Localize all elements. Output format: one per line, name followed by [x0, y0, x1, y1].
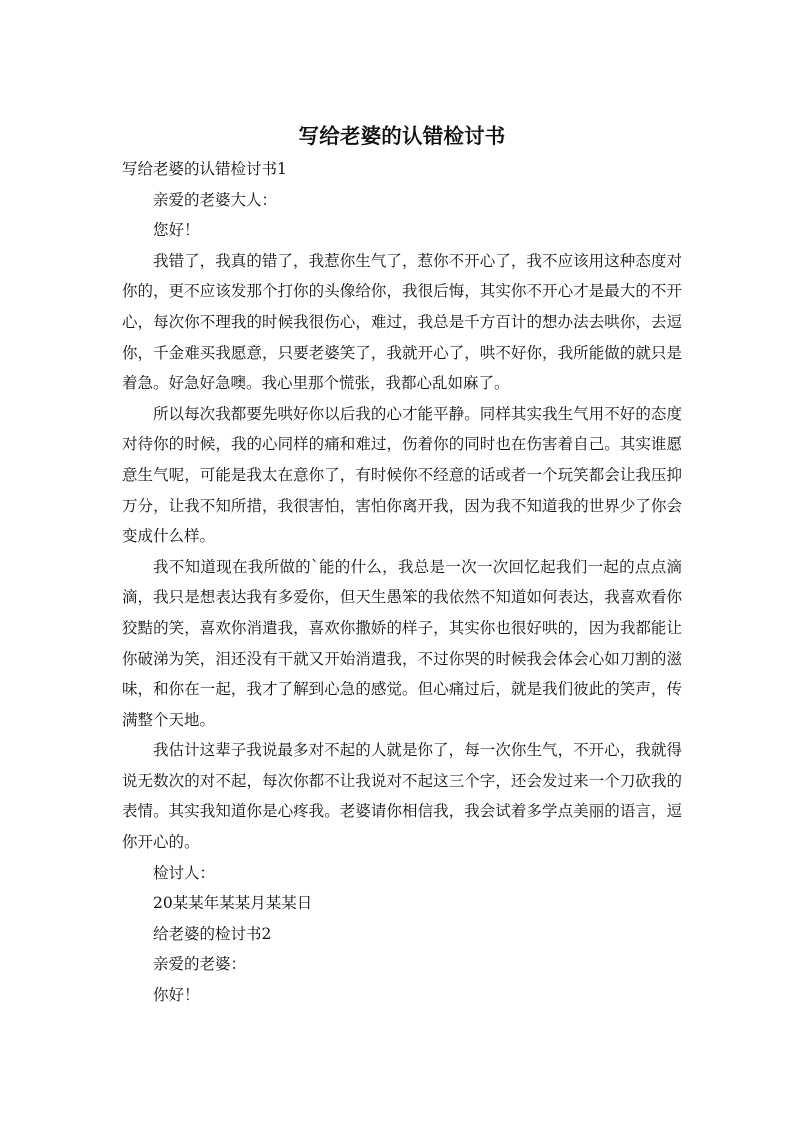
signature-label: 检讨人： — [153, 863, 216, 882]
body-paragraph-4: 我估计这辈子我说最多对不起的人就是你了，每一次你生气，不开心，我就得说无数次的对不起，每次你都不让我说对不起这三个字，还会发过来一个刀砍我的表情。其实我知道你是心疼我。老婆请你相信我，我会试着多学点美丽的语言，逗你开心的。 — [122, 741, 682, 852]
salutation-2: 你好！ — [153, 986, 200, 1005]
body-paragraph-3: 我不知道现在我所做的`能的什么，我总是一次一次回忆起我们一起的点点滴滴，我只是想表达我有多爱你，但天生愚笨的我依然不知道如何表达，我喜欢看你狡黠的笑，喜欢你消遣我，喜欢你撒娇的样子，其实你也很好哄的，因为我都能让你破涕为笑，泪还没有干就又开始消遣我，不过你哭的时候我会体会心如刀割的滋味，和你在一起，我才了解到心急的感觉。但心痛过后，就是我们彼此的笑声，传满整个天地。 — [122, 557, 682, 729]
date-line: 20某某年某某月某某日 — [153, 894, 313, 913]
greeting-2: 亲爱的老婆： — [153, 955, 247, 974]
body-paragraph-2: 所以每次我都要先哄好你以后我的心才能平静。同样其实我生气用不好的态度对待你的时候，我的心同样的痛和难过，伤着你的同时也在伤害着自己。其实谁愿意生气呢，可能是我太在意你了，有时候你不经意的话或者一个玩笑都会让我压抑万分，让我不知所措，我很害怕，害怕你离开我，因为我不知道我的世界少了你会变成什么样。 — [122, 404, 682, 546]
greeting-1: 亲爱的老婆大人： — [153, 190, 278, 209]
section-heading-2: 给老婆的检讨书2 — [153, 924, 272, 943]
document-page — [122, 118, 682, 1011]
section-heading-1: 写给老婆的认错检讨书1 — [122, 160, 287, 178]
body-paragraph-1: 我错了，我真的错了，我惹你生气了，惹你不开心了，我不应该用这种态度对你的，更不应该发那个打你的头像给你，我很后悔，其实你不开心才是最大的不开心，每次你不理我的时候我很伤心，难过，我总是千方百计的想办法去哄你，去逗你，千金难买我愿意，只要老婆笑了，我就开心了，哄不好你，我所能做的就只是着急。好急好急噢。我心里那个慌张，我都心乱如麻了。 — [122, 251, 682, 393]
salutation-1: 您好！ — [153, 221, 200, 240]
document-title: 写给老婆的认错检讨书 — [298, 124, 506, 148]
